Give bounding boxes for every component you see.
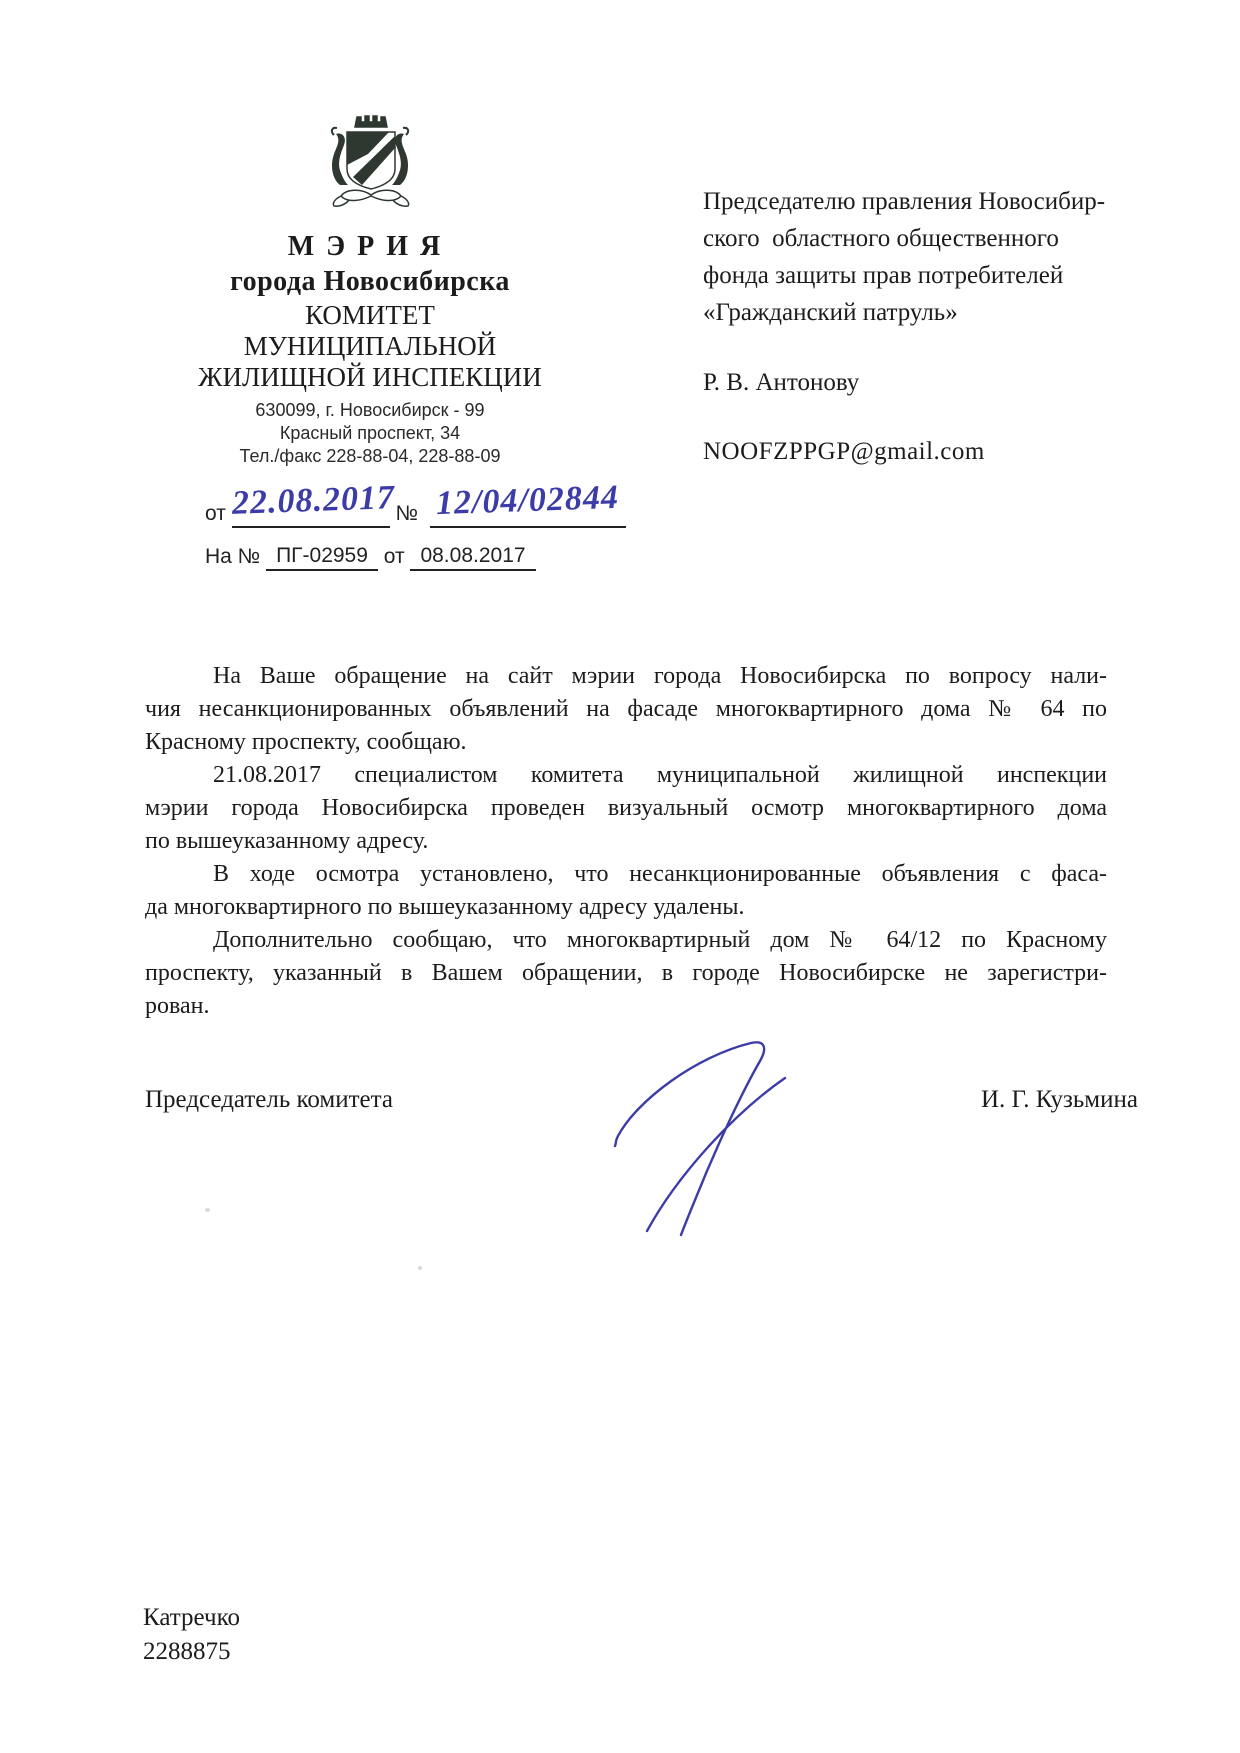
body-line: чия несанкционированных объявлений на фасаде многоквартирного дома № 64 по [145,696,1107,722]
signature-ink-icon [585,1028,800,1243]
reply-to-label: На № [205,545,261,568]
org-name-line2: города Новосибирска [230,266,510,297]
number-sign-label: № [395,502,419,525]
incoming-number: ПГ-02959 [266,544,378,571]
address-line2: Красный проспект, 34 [279,423,461,443]
scan-speck [205,1208,210,1212]
body-line: 21.08.2017 специалистом комитета муниципальной жилищной инспекции [213,762,1107,788]
coat-of-arms-icon [309,110,431,214]
body-line: Красному проспекту, сообщаю. [145,729,467,755]
outgoing-date-field [231,479,396,528]
signer-position: Председатель комитета [145,1086,393,1113]
executor-name: Катречко [143,1604,240,1631]
dept-line2: МУНИЦИПАЛЬНОЙ [243,331,497,361]
recipient-line: ского областного общественного [703,225,1059,252]
executor-block [143,1601,240,1669]
body-line: да многоквартирного по вышеуказанному адресу удалены. [145,894,745,920]
scan-speck [418,1266,422,1270]
dept-line1: КОМИТЕТ [305,300,435,330]
body-line: На Ваше обращение на сайт мэрии города Новосибирска по вопросу нали- [213,663,1107,689]
recipient-block [703,183,1173,470]
address-line1: 630099, г. Новосибирск - 99 [255,400,485,420]
recipient-line: фонда защиты прав потребителей [703,262,1064,289]
body-line: проспекту, указанный в Вашем обращении, в городе Новосибирске не зарегистри- [145,960,1107,986]
reply-from-label: от [383,545,405,568]
body-line: рован. [145,993,210,1019]
handwritten-date: 22.08.2017 [231,479,396,522]
incoming-date: 08.08.2017 [410,544,535,571]
recipient-email: NOOFZPPGP@gmail.com [703,438,985,465]
handwritten-number: 12/04/02844 [435,478,620,523]
letter-body [145,660,1107,1023]
body-line: В ходе осмотра установлено, что несанкционированные объявления с фаса- [213,861,1107,887]
address-line3: Тел./факс 228-88-04, 228-88-09 [239,446,501,466]
incoming-ref-row [205,544,685,571]
body-line: Дополнительно сообщаю, что многоквартирный дом № 64/12 по Красному [213,927,1107,953]
body-line: по вышеуказанному адресу. [145,828,429,854]
outgoing-number-field [430,478,626,528]
body-line: мэрии города Новосибирска проведен визуальный осмотр многоквартирного дома [145,795,1107,821]
signer-name: И. Г. Кузьмина [981,1086,1138,1113]
executor-phone: 2288875 [143,1638,231,1665]
recipient-name: Р. В. Антонову [703,369,860,396]
outgoing-ref-row [205,478,685,536]
reference-block [205,478,685,571]
letterhead [140,110,600,468]
recipient-line: «Гражданский патруль» [703,299,958,326]
from-label: от [205,502,226,525]
dept-line3: ЖИЛИЩНОЙ ИНСПЕКЦИИ [198,362,542,392]
recipient-line: Председателю правления Новосибир- [703,188,1106,215]
org-name-line1: МЭРИЯ [287,231,453,262]
